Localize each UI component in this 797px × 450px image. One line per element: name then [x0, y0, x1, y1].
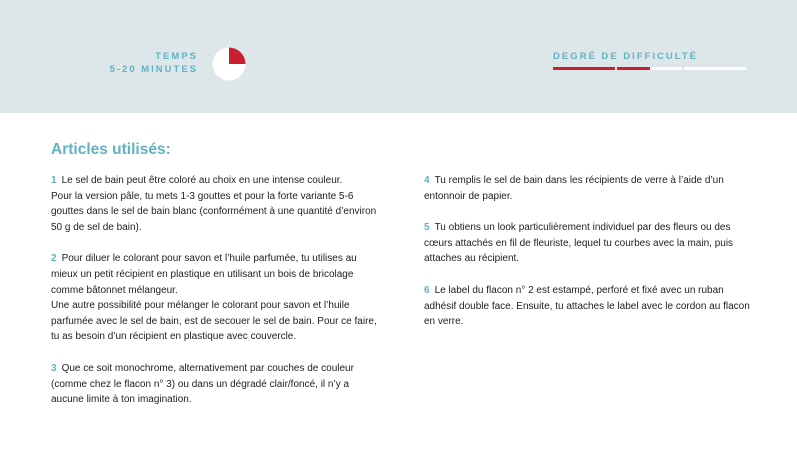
- step-text: Que ce soit monochrome, alternativement par couches de couleur (comme chez le flacon n° 3) ou dans un dégradé clair/foncé, il n’y a aucune limite à ton imagination.: [51, 362, 354, 406]
- difficulty-label: DEGRÉ DE DIFFICULTÉ: [553, 51, 698, 62]
- difficulty-meter: [553, 67, 747, 71]
- step-text-extra: Pour la version pâle, tu mets 1-3 gouttes et pour la forte variante 5-6 gouttes dans le sel de bain blanc (conformément à une quantité d’environ 50 g de sel de bain).: [51, 190, 377, 233]
- step-number: 2: [51, 253, 57, 265]
- step-4: [424, 173, 754, 204]
- step-3: [51, 361, 379, 408]
- clock-time-slice: [229, 48, 246, 65]
- steps-column-left: [51, 173, 379, 424]
- difficulty-segment: [652, 67, 682, 70]
- step-6: [424, 283, 754, 330]
- difficulty-segment: [553, 67, 615, 70]
- step-text: Tu obtiens un look particulièrement individuel par des fleurs ou des cœurs attachés en fil de fleuriste, lequel tu courbes avec la main, puis attaches au récipient.: [424, 222, 734, 265]
- section-title: Articles utilisés:: [51, 141, 171, 158]
- steps-column-right: [424, 173, 754, 346]
- step-1: [51, 173, 379, 235]
- step-number: 1: [51, 175, 57, 186]
- step-text: Tu remplis le sel de bain dans les récipients de verre à l’aide d’un entonnoir de papier.: [424, 175, 724, 202]
- difficulty-segment: [617, 67, 650, 70]
- step-text: Le label du flacon n° 2 est estampé, perforé et fixé avec un ruban adhésif double face. Ensuite, tu attaches le label avec le cordon au flacon en verre.: [424, 284, 750, 328]
- step-number: 5: [424, 222, 430, 234]
- step-number: 6: [424, 284, 430, 296]
- time-value: 5-20 MINUTES: [109, 64, 198, 75]
- time-info: [96, 50, 198, 77]
- step-number: 3: [51, 362, 57, 374]
- step-2: [51, 251, 379, 345]
- time-label: TEMPS: [155, 51, 198, 62]
- difficulty-info: [553, 50, 747, 63]
- step-text: Le sel de bain peut être coloré au choix en une intense couleur.: [61, 175, 343, 186]
- step-5: [424, 220, 754, 267]
- difficulty-segment: [684, 67, 746, 70]
- step-text-extra: Une autre possibilité pour mélanger le colorant pour savon et l’huile parfumée avec le sel de bain, est de secouer le sel de bain. Pour ce faire, tu as besoin d’un récipient en plastique avec couvercle.: [51, 300, 377, 343]
- step-text: Pour diluer le colorant pour savon et l’huile parfumée, tu utilises au mieux un petit récipient en plastique en utilisant un bois de bricolage comme bâtonnet mélangeur.: [51, 253, 357, 296]
- step-number: 4: [424, 175, 430, 186]
- clock-icon: [212, 47, 246, 81]
- header-banner: [0, 0, 797, 113]
